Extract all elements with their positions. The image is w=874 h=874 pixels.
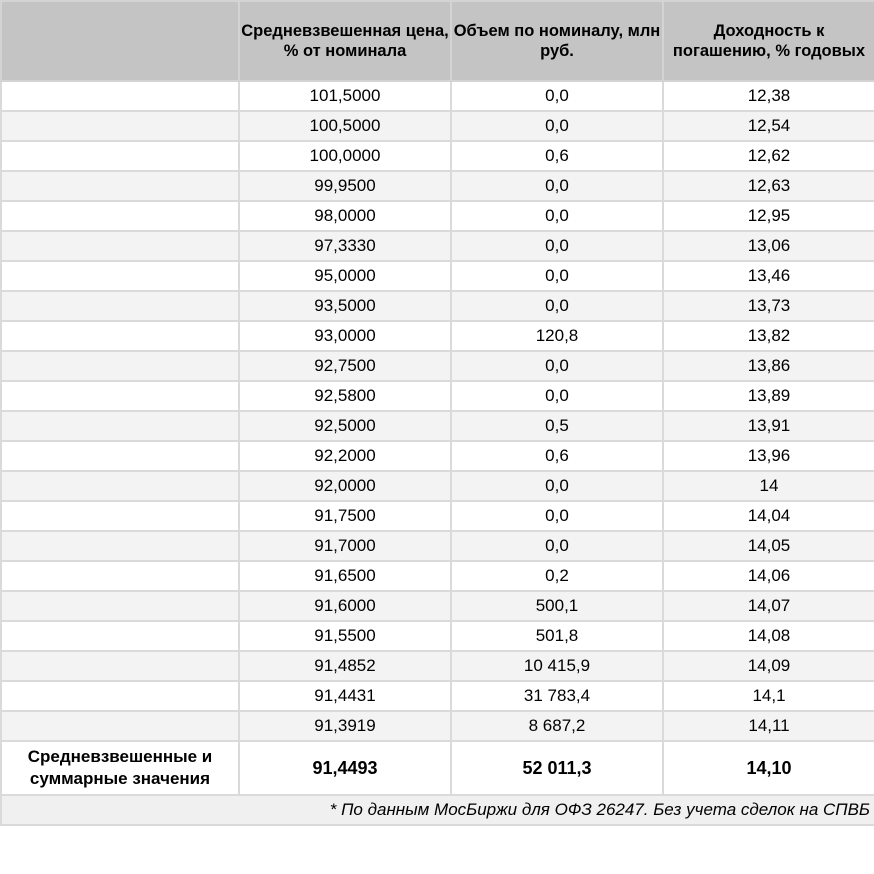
cell-price: 100,0000 (239, 141, 451, 171)
table-row (1, 621, 874, 651)
row-label-cell (1, 291, 239, 321)
table-row (1, 381, 874, 411)
cell-volume: 0,0 (451, 261, 663, 291)
table-row (1, 81, 874, 111)
table-row (1, 561, 874, 591)
cell-price: 93,5000 (239, 291, 451, 321)
row-label-cell (1, 141, 239, 171)
table-row (1, 141, 874, 171)
cell-volume: 0,2 (451, 561, 663, 591)
table-row (1, 201, 874, 231)
row-label-cell (1, 231, 239, 261)
table-row (1, 501, 874, 531)
row-label-cell (1, 321, 239, 351)
cell-yield: 14,11 (663, 711, 874, 741)
cell-volume: 0,0 (451, 111, 663, 141)
cell-yield: 14,07 (663, 591, 874, 621)
cell-price: 91,6500 (239, 561, 451, 591)
cell-yield: 13,73 (663, 291, 874, 321)
cell-volume: 31 783,4 (451, 681, 663, 711)
row-label-cell (1, 441, 239, 471)
row-label-cell (1, 471, 239, 501)
table-row (1, 351, 874, 381)
row-label-cell (1, 351, 239, 381)
table-row (1, 231, 874, 261)
cell-volume: 0,0 (451, 471, 663, 501)
cell-volume: 0,5 (451, 411, 663, 441)
cell-price: 91,3919 (239, 711, 451, 741)
cell-price: 93,0000 (239, 321, 451, 351)
cell-yield: 14,08 (663, 621, 874, 651)
cell-yield: 13,89 (663, 381, 874, 411)
cell-yield: 14,05 (663, 531, 874, 561)
cell-volume: 120,8 (451, 321, 663, 351)
cell-yield: 14,09 (663, 651, 874, 681)
cell-volume: 501,8 (451, 621, 663, 651)
cell-yield: 13,86 (663, 351, 874, 381)
row-label-cell (1, 681, 239, 711)
cell-price: 92,5000 (239, 411, 451, 441)
header-price: Средневзвешенная цена, % от номинала (239, 1, 451, 81)
table-row (1, 651, 874, 681)
cell-volume: 0,0 (451, 531, 663, 561)
cell-yield: 13,46 (663, 261, 874, 291)
cell-yield: 12,95 (663, 201, 874, 231)
cell-price: 92,5800 (239, 381, 451, 411)
cell-volume: 0,0 (451, 351, 663, 381)
cell-price: 91,4852 (239, 651, 451, 681)
table-row (1, 531, 874, 561)
cell-price: 91,4431 (239, 681, 451, 711)
cell-price: 100,5000 (239, 111, 451, 141)
row-label-cell (1, 501, 239, 531)
cell-price: 95,0000 (239, 261, 451, 291)
cell-yield: 14 (663, 471, 874, 501)
table-row (1, 261, 874, 291)
cell-price: 98,0000 (239, 201, 451, 231)
table-row (1, 711, 874, 741)
cell-yield: 12,63 (663, 171, 874, 201)
row-label-cell (1, 531, 239, 561)
header-yield: Доходность к погашению, % годовых (663, 1, 874, 81)
cell-yield: 13,91 (663, 411, 874, 441)
cell-yield: 13,96 (663, 441, 874, 471)
cell-price: 92,7500 (239, 351, 451, 381)
row-label-cell (1, 171, 239, 201)
cell-price: 99,9500 (239, 171, 451, 201)
cell-yield: 12,38 (663, 81, 874, 111)
row-label-cell (1, 201, 239, 231)
cell-volume: 0,6 (451, 441, 663, 471)
total-price: 91,4493 (239, 741, 451, 795)
cell-price: 91,6000 (239, 591, 451, 621)
table-row (1, 111, 874, 141)
total-volume: 52 011,3 (451, 741, 663, 795)
cell-price: 101,5000 (239, 81, 451, 111)
header-volume: Объем по номиналу, млн руб. (451, 1, 663, 81)
cell-price: 97,3330 (239, 231, 451, 261)
cell-yield: 14,1 (663, 681, 874, 711)
cell-price: 91,5500 (239, 621, 451, 651)
cell-volume: 0,0 (451, 381, 663, 411)
total-label: Средневзвешенные и суммарные значения (1, 741, 239, 795)
cell-yield: 14,04 (663, 501, 874, 531)
row-label-cell (1, 381, 239, 411)
cell-volume: 0,6 (451, 141, 663, 171)
table-row (1, 681, 874, 711)
header-empty (1, 1, 239, 81)
cell-volume: 10 415,9 (451, 651, 663, 681)
table-row (1, 591, 874, 621)
row-label-cell (1, 711, 239, 741)
cell-yield: 12,54 (663, 111, 874, 141)
total-yield: 14,10 (663, 741, 874, 795)
table-row (1, 471, 874, 501)
cell-volume: 0,0 (451, 231, 663, 261)
cell-yield: 13,06 (663, 231, 874, 261)
table-row (1, 321, 874, 351)
row-label-cell (1, 591, 239, 621)
row-label-cell (1, 411, 239, 441)
row-label-cell (1, 621, 239, 651)
table-row (1, 171, 874, 201)
footnote-row (1, 795, 874, 825)
row-label-cell (1, 651, 239, 681)
cell-price: 91,7000 (239, 531, 451, 561)
cell-volume: 0,0 (451, 171, 663, 201)
cell-volume: 0,0 (451, 201, 663, 231)
row-label-cell (1, 81, 239, 111)
footnote: * По данным МосБиржи для ОФЗ 26247. Без учета сделок на СПВБ (1, 795, 874, 825)
row-label-cell (1, 111, 239, 141)
cell-price: 92,2000 (239, 441, 451, 471)
table-row (1, 441, 874, 471)
cell-volume: 0,0 (451, 291, 663, 321)
table-row (1, 291, 874, 321)
cell-yield: 12,62 (663, 141, 874, 171)
total-row (1, 741, 874, 795)
header-row (1, 1, 874, 81)
cell-yield: 13,82 (663, 321, 874, 351)
cell-price: 92,0000 (239, 471, 451, 501)
row-label-cell (1, 561, 239, 591)
cell-volume: 0,0 (451, 501, 663, 531)
cell-price: 91,7500 (239, 501, 451, 531)
cell-volume: 8 687,2 (451, 711, 663, 741)
cell-volume: 0,0 (451, 81, 663, 111)
table-row (1, 411, 874, 441)
row-label-cell (1, 261, 239, 291)
cell-yield: 14,06 (663, 561, 874, 591)
cell-volume: 500,1 (451, 591, 663, 621)
